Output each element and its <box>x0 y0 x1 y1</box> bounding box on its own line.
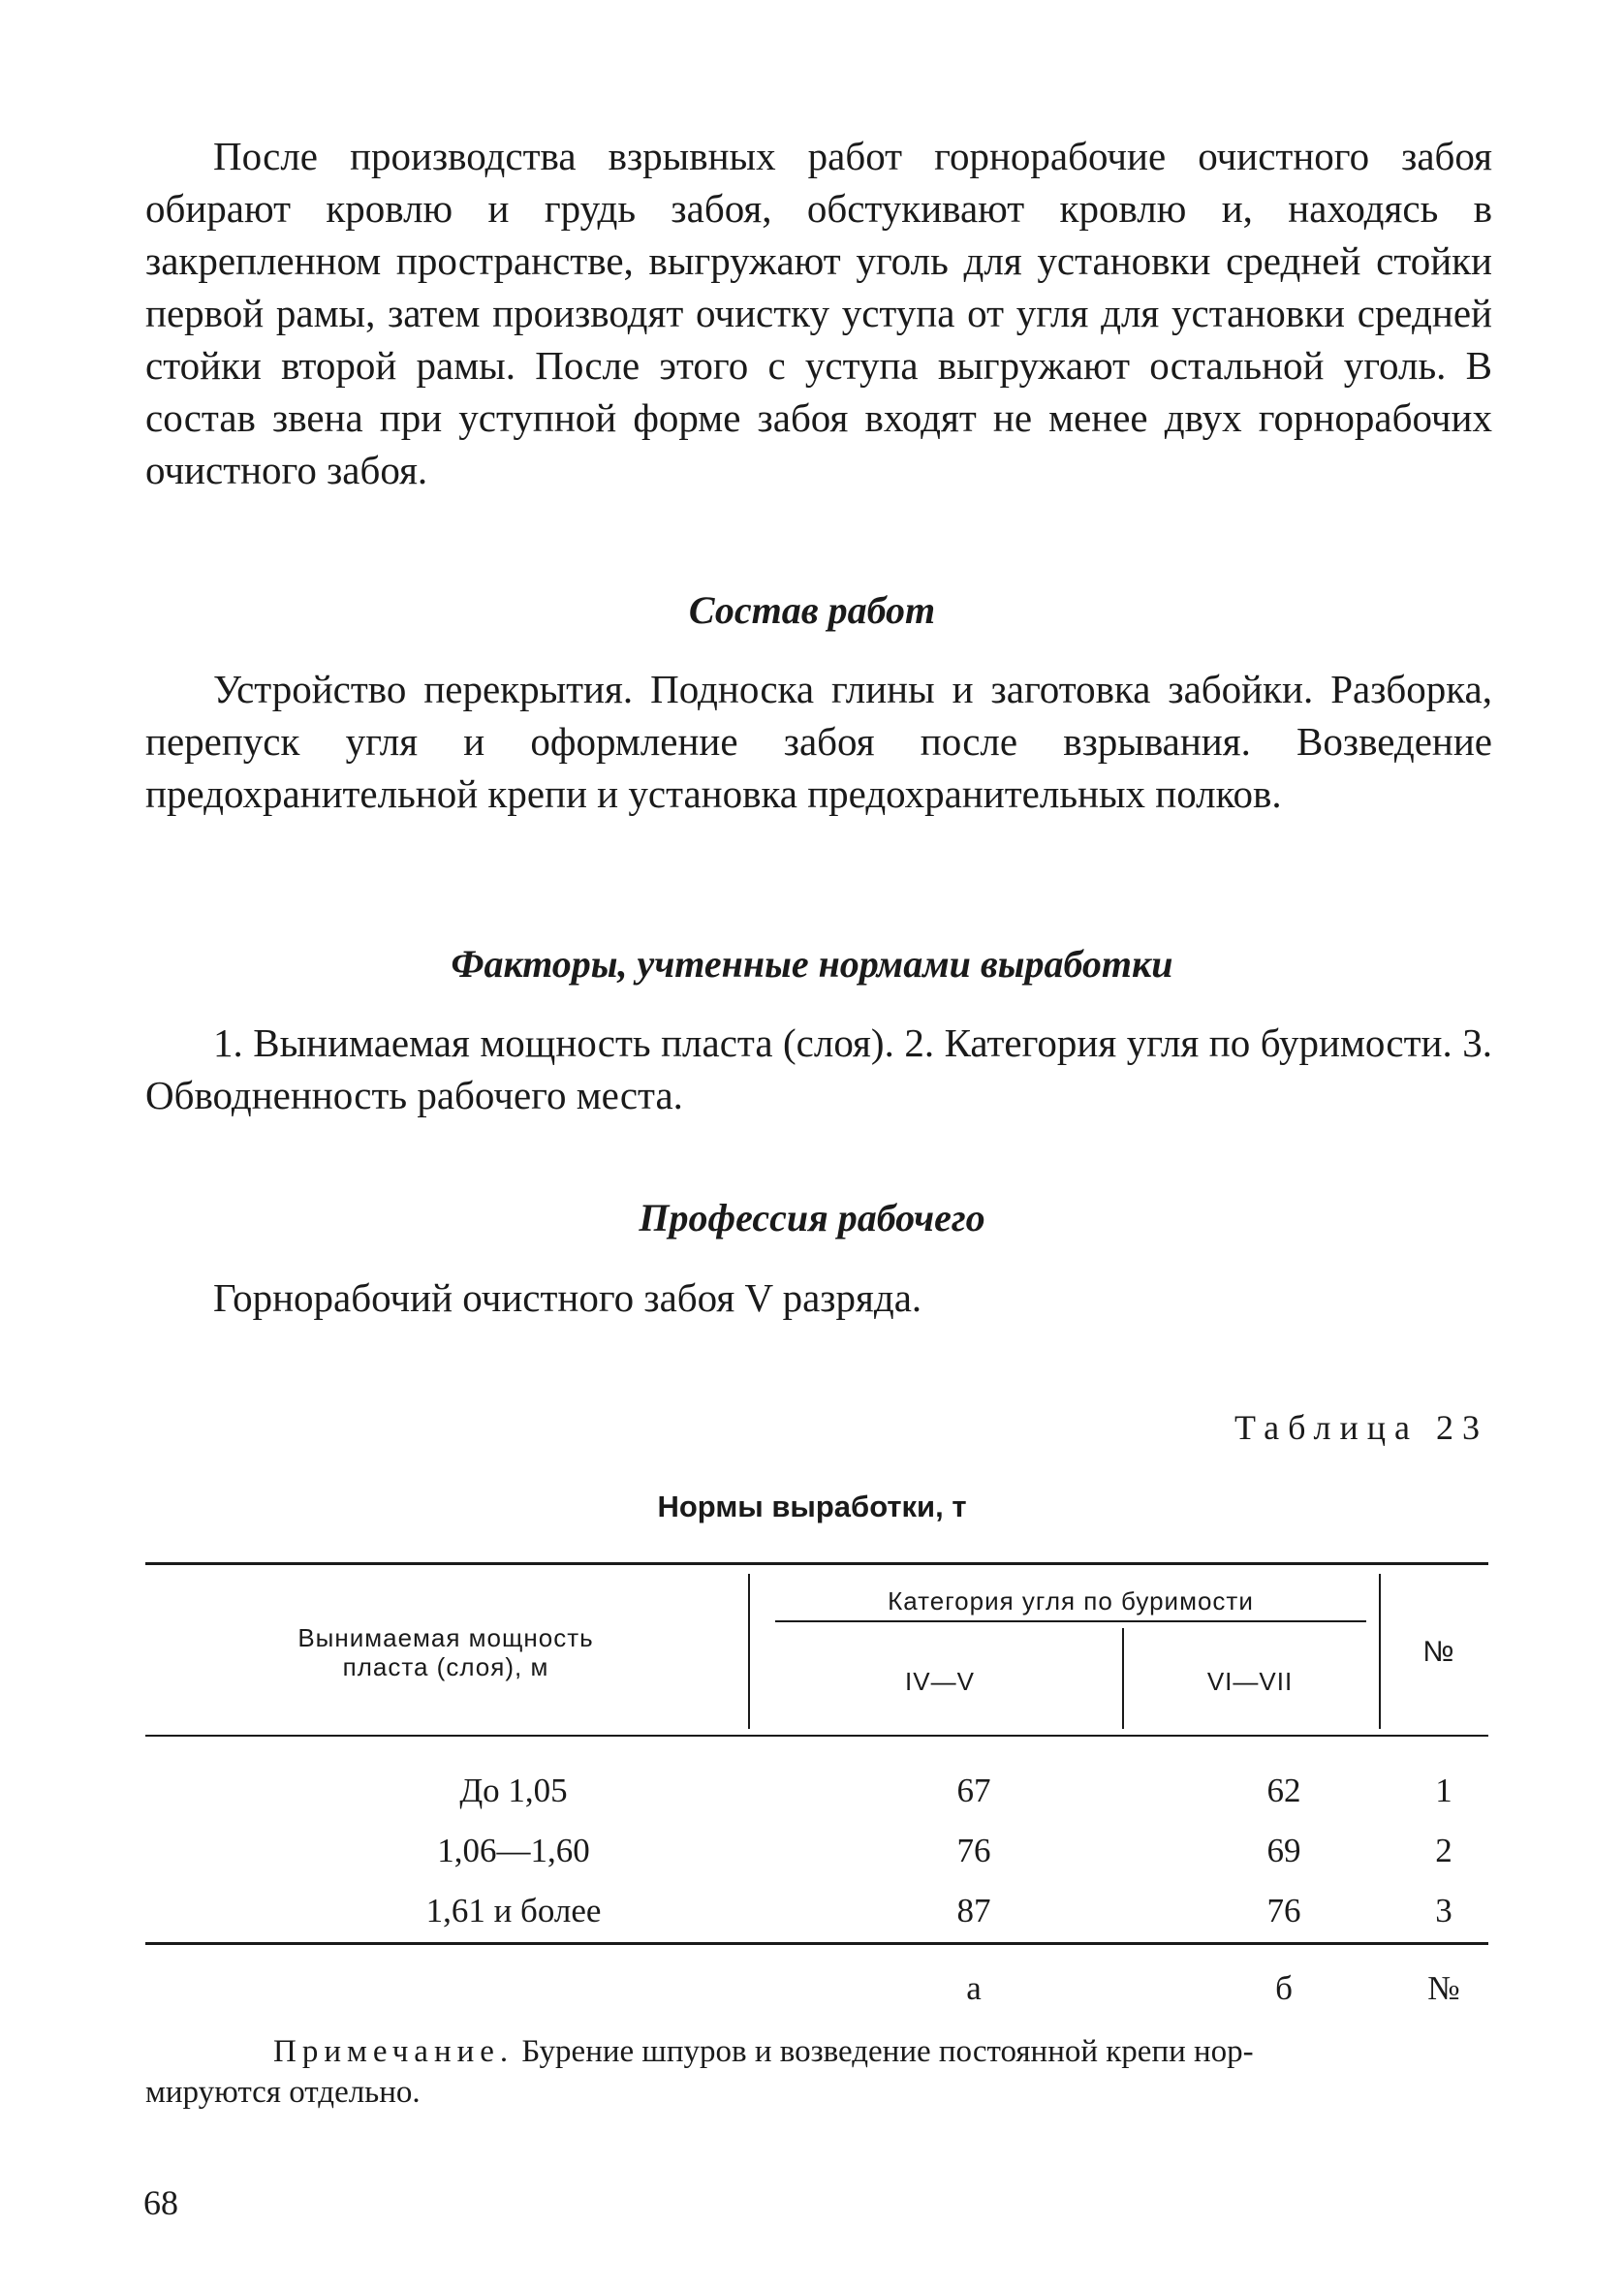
header-number: № <box>1422 1636 1455 1668</box>
table-cell-b: 69 <box>1266 1832 1301 1869</box>
table-footer-a: а <box>966 1969 982 2007</box>
table-footer-number: № <box>1427 1969 1460 2007</box>
table-cell-b: 76 <box>1266 1892 1301 1929</box>
table-title: Нормы выработки, т <box>657 1490 967 1523</box>
intro-paragraph: После производства взрывных работ горнорабочие очистного забоя обирают кровлю и грудь забоя, обстукивают кровлю и, находясь в закрепленном пространстве, выгружают уголь для установки средней стойки первой рамы, затем производят очистку уступа от угля для установки средней стойки второй рамы. После этого с уступа выгружают остальной уголь. В состав звена при уступной форме забоя входят не менее двух горнорабочих очистного забоя. <box>145 134 1492 492</box>
table-cell-thickness: 1,61 и более <box>425 1892 602 1929</box>
category-underline <box>775 1620 1366 1622</box>
table-cell-number: 2 <box>1435 1832 1452 1869</box>
note-label: Примечание. <box>273 2034 515 2069</box>
header-thickness: Вынимаемая мощность пласта (слоя), м <box>297 1623 594 1681</box>
page-number: 68 <box>143 2183 178 2222</box>
profession-heading: Профессия рабочего <box>639 1196 985 1239</box>
note-text: Бурение шпуров и возведение постоянной крепи нор- <box>521 2034 1254 2069</box>
table-divider-1 <box>748 1574 750 1729</box>
table-divider-3 <box>1379 1574 1381 1729</box>
table-cell-b: 62 <box>1266 1772 1301 1809</box>
table-note-continued: мируются отдельно. <box>145 2075 421 2110</box>
table-cell-a: 87 <box>956 1892 991 1929</box>
table-cell-thickness: До 1,05 <box>459 1772 568 1809</box>
table-bottom-rule <box>145 1942 1488 1945</box>
table-header-rule <box>145 1735 1488 1737</box>
header-cat-a: IV—V <box>905 1667 975 1696</box>
table-cell-a: 67 <box>956 1772 991 1809</box>
table-cell-thickness: 1,06—1,60 <box>437 1832 590 1869</box>
table-cell-a: 76 <box>956 1832 991 1869</box>
factors-paragraph: 1. Вынимаемая мощность пласта (слоя). 2. Категория угля по буримости. 3. Обводненность рабочего места. <box>145 1020 1492 1117</box>
profession-paragraph: Горнорабочий очистного забоя V разряда. <box>213 1275 922 1320</box>
header-cat-b: VI—VII <box>1206 1667 1294 1696</box>
header-category: Категория угля по буримости <box>888 1586 1254 1616</box>
table-divider-2 <box>1122 1628 1124 1729</box>
table-cell-number: 1 <box>1435 1772 1452 1809</box>
table-cell-number: 3 <box>1435 1892 1452 1929</box>
composition-heading: Состав работ <box>688 588 936 632</box>
table-label: Таблица 23 <box>1234 1408 1488 1447</box>
table-note <box>273 2031 1484 2072</box>
table-footer-b: б <box>1275 1969 1293 2007</box>
table-top-rule <box>145 1562 1488 1565</box>
composition-paragraph: Устройство перекрытия. Подноска глины и заготовка забойки. Разборка, перепуск угля и оформление забоя после взрывания. Возведение предохранительной крепи и установка предохранительных полков. <box>145 667 1492 816</box>
factors-heading: Факторы, учтенные нормами выработки <box>451 942 1173 986</box>
